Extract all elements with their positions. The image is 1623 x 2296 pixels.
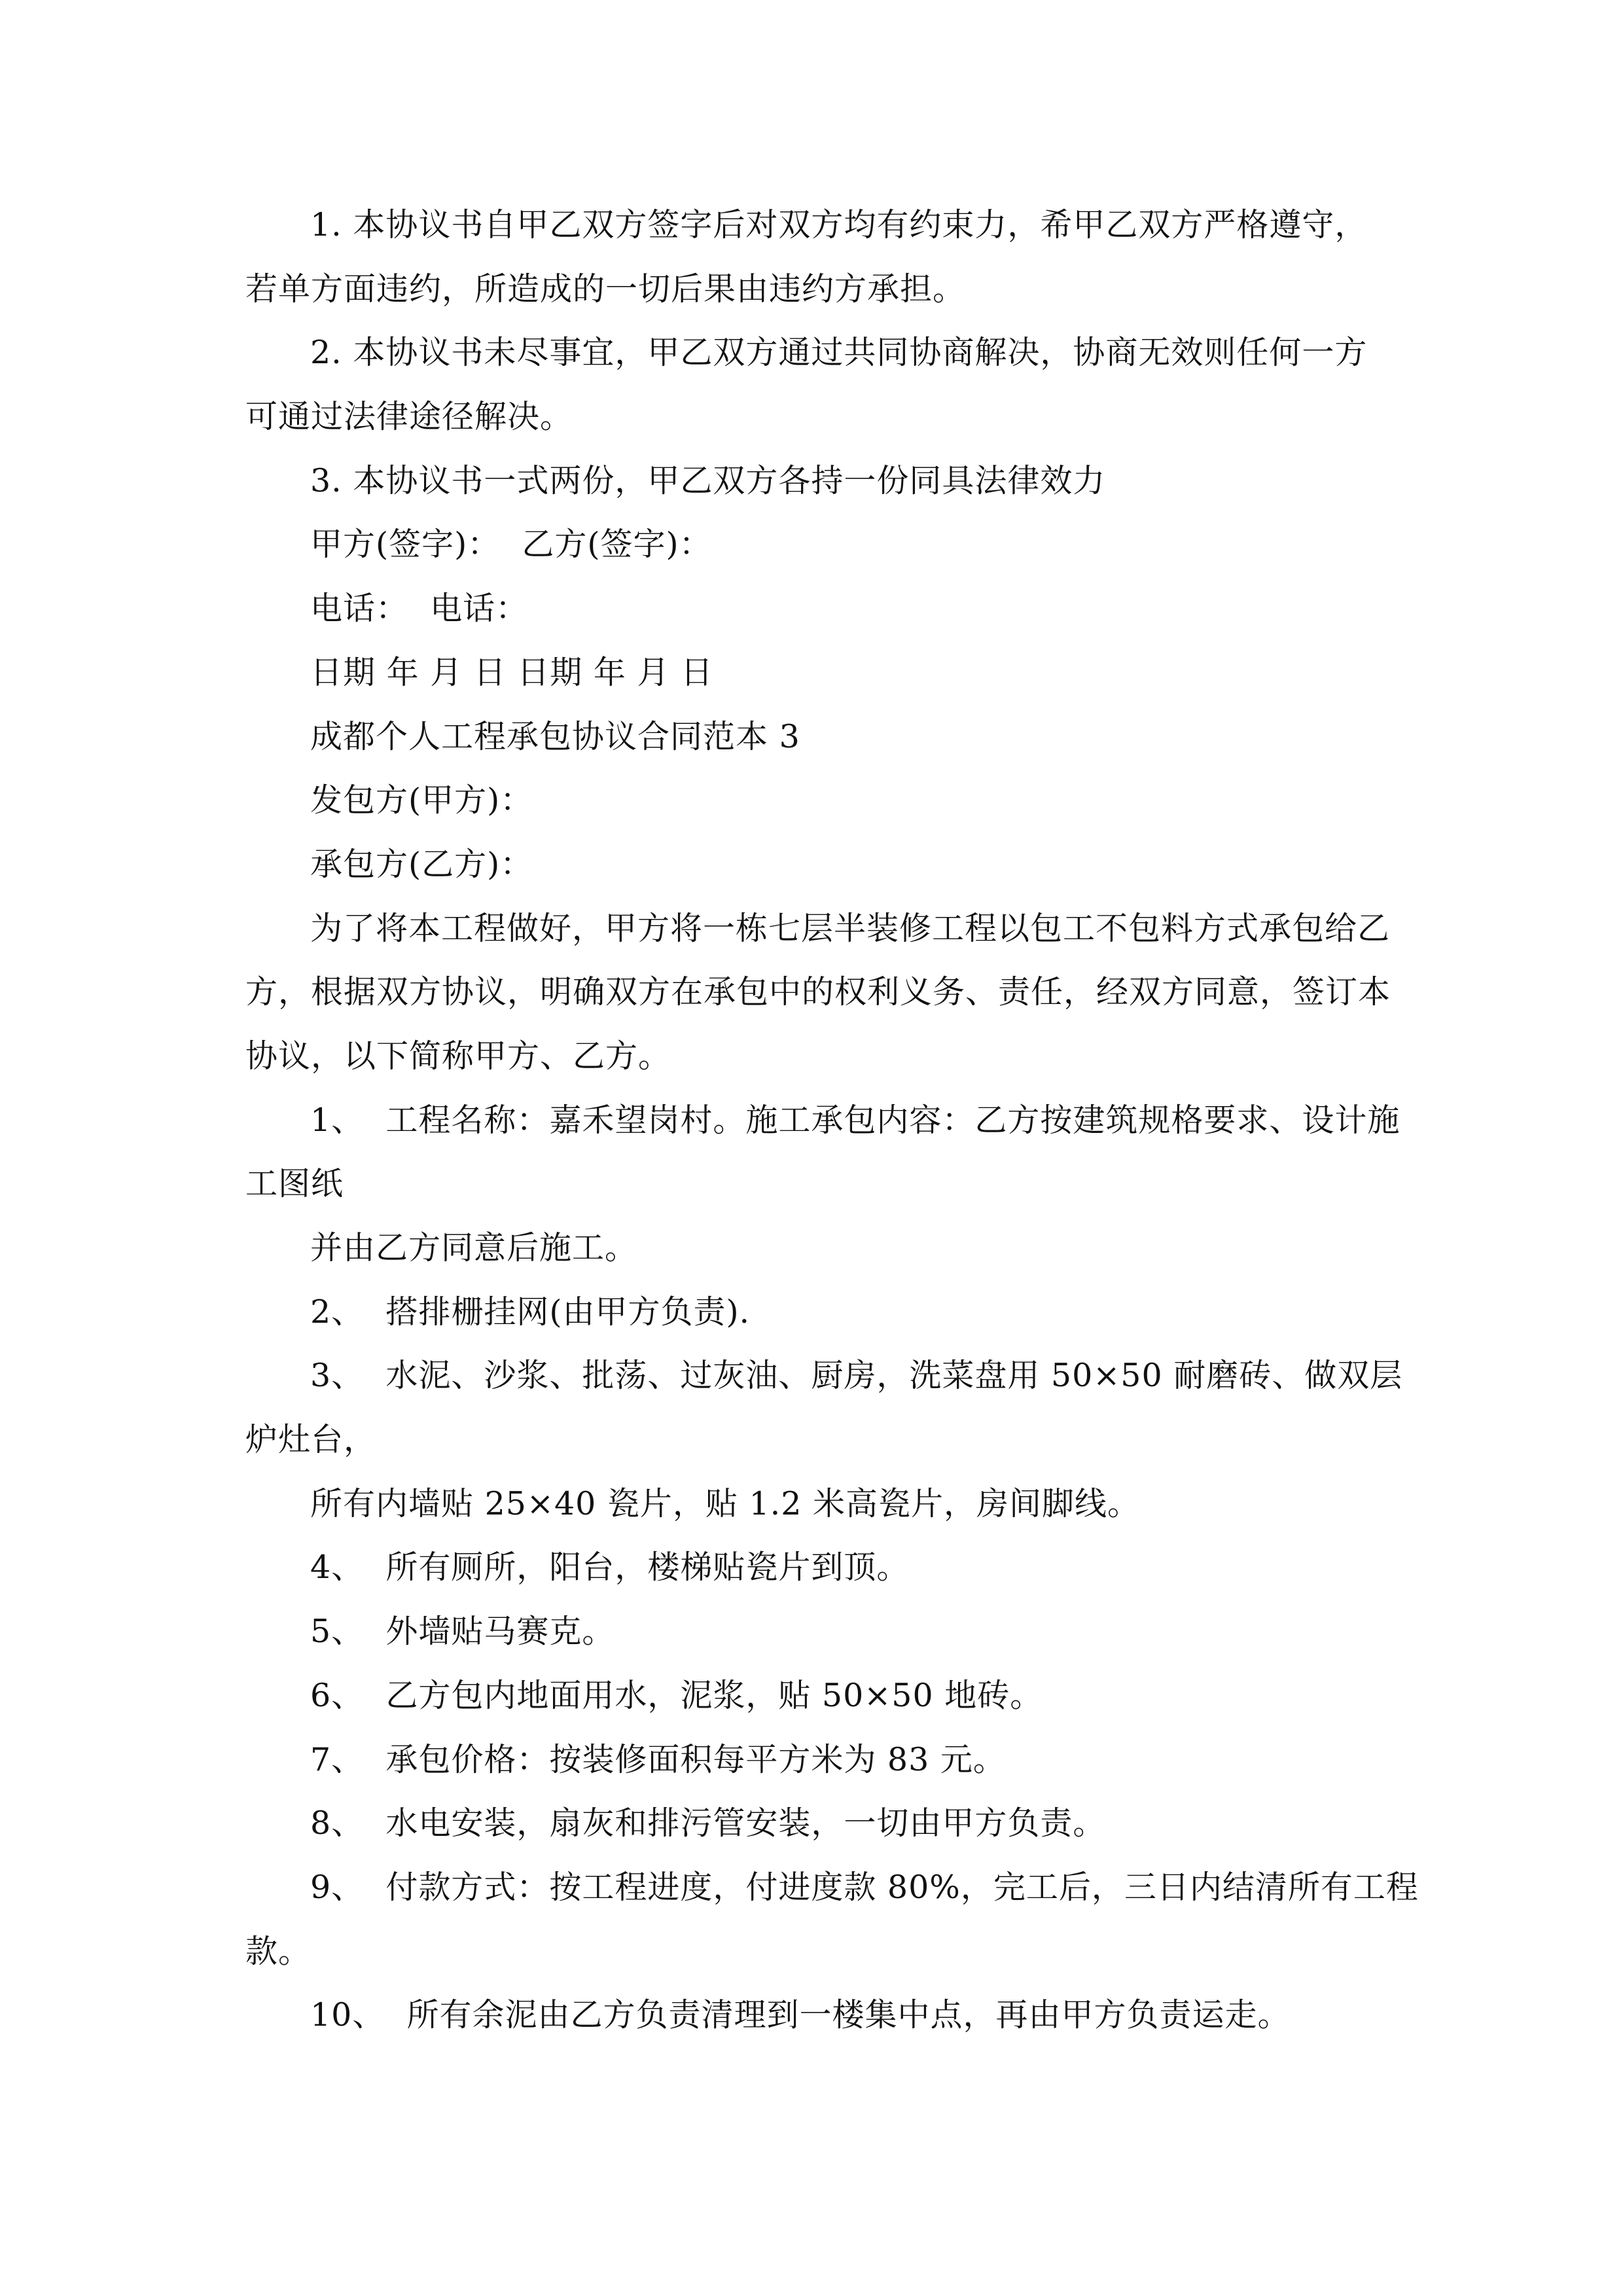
- clause-line: 10、 所有余泥由乙方负责清理到一楼集中点，再由甲方负责运走。: [310, 1996, 1291, 2034]
- text-line: 并由乙方同意后施工。: [310, 1229, 638, 1266]
- text-line: 炉灶台，: [245, 1421, 377, 1459]
- text-line: 1. 本协议书自甲乙双方签字后对双方均有约束力，希甲乙双方严格遵守，: [310, 206, 1368, 243]
- clause-line: 8、 水电安装，扇灰和排污管安装，一切由甲方负责。: [310, 1804, 1106, 1842]
- text-line: 方，根据双方协议，明确双方在承包中的权利义务、责任，经双方同意，签订本: [245, 973, 1391, 1011]
- date-line: 日期 年 月 日 日期 年 月 日: [310, 653, 714, 691]
- text-line: 为了将本工程做好，甲方将一栋七层半装修工程以包工不包料方式承包给乙: [310, 909, 1391, 947]
- clause-line: 5、 外墙贴马赛克。: [310, 1613, 615, 1651]
- text-line: 款。: [245, 1932, 312, 1970]
- text-line: 3. 本协议书一式两份，甲乙双方各持一份同具法律效力: [310, 461, 1106, 499]
- party-a-line: 发包方(甲方)：: [310, 781, 533, 819]
- clause-line: 1、 工程名称：嘉禾望岗村。施工承包内容：乙方按建筑规格要求、设计施: [310, 1101, 1400, 1139]
- clause-line: 7、 承包价格：按装修面积每平方米为 83 元。: [310, 1740, 1006, 1778]
- clause-line: 2、 搭排栅挂网(由甲方负责).: [310, 1293, 751, 1331]
- text-line: 所有内墙贴 25×40 瓷片，贴 1.2 米高瓷片，房间脚线。: [310, 1484, 1140, 1522]
- text-line: 协议，以下简称甲方、乙方。: [245, 1037, 671, 1075]
- phone-line: 电话： 电话：: [310, 590, 529, 628]
- party-b-line: 承包方(乙方)：: [310, 845, 533, 883]
- section-title: 成都个人工程承包协议合同范本 3: [310, 717, 800, 755]
- clause-line: 3、 水泥、沙浆、批荡、过灰油、厨房，洗菜盘用 50×50 耐磨砖、做双层: [310, 1357, 1403, 1395]
- text-line: 若单方面违约，所造成的一切后果由违约方承担。: [245, 270, 966, 308]
- clause-line: 9、 付款方式：按工程进度，付进度款 80%，完工后，三日内结清所有工程: [310, 1868, 1419, 1906]
- clause-line: 4、 所有厕所，阳台，楼梯贴瓷片到顶。: [310, 1549, 910, 1587]
- clause-line: 6、 乙方包内地面用水，泥浆，贴 50×50 地砖。: [310, 1676, 1043, 1714]
- signature-line: 甲方(签字)： 乙方(签字)：: [310, 526, 712, 564]
- text-line: 2. 本协议书未尽事宜，甲乙双方通过共同协商解决，协商无效则任何一方: [310, 334, 1368, 372]
- text-line: 工图纸: [245, 1165, 344, 1203]
- document-body: [245, 193, 1419, 2047]
- text-line: 可通过法律途径解决。: [245, 398, 573, 436]
